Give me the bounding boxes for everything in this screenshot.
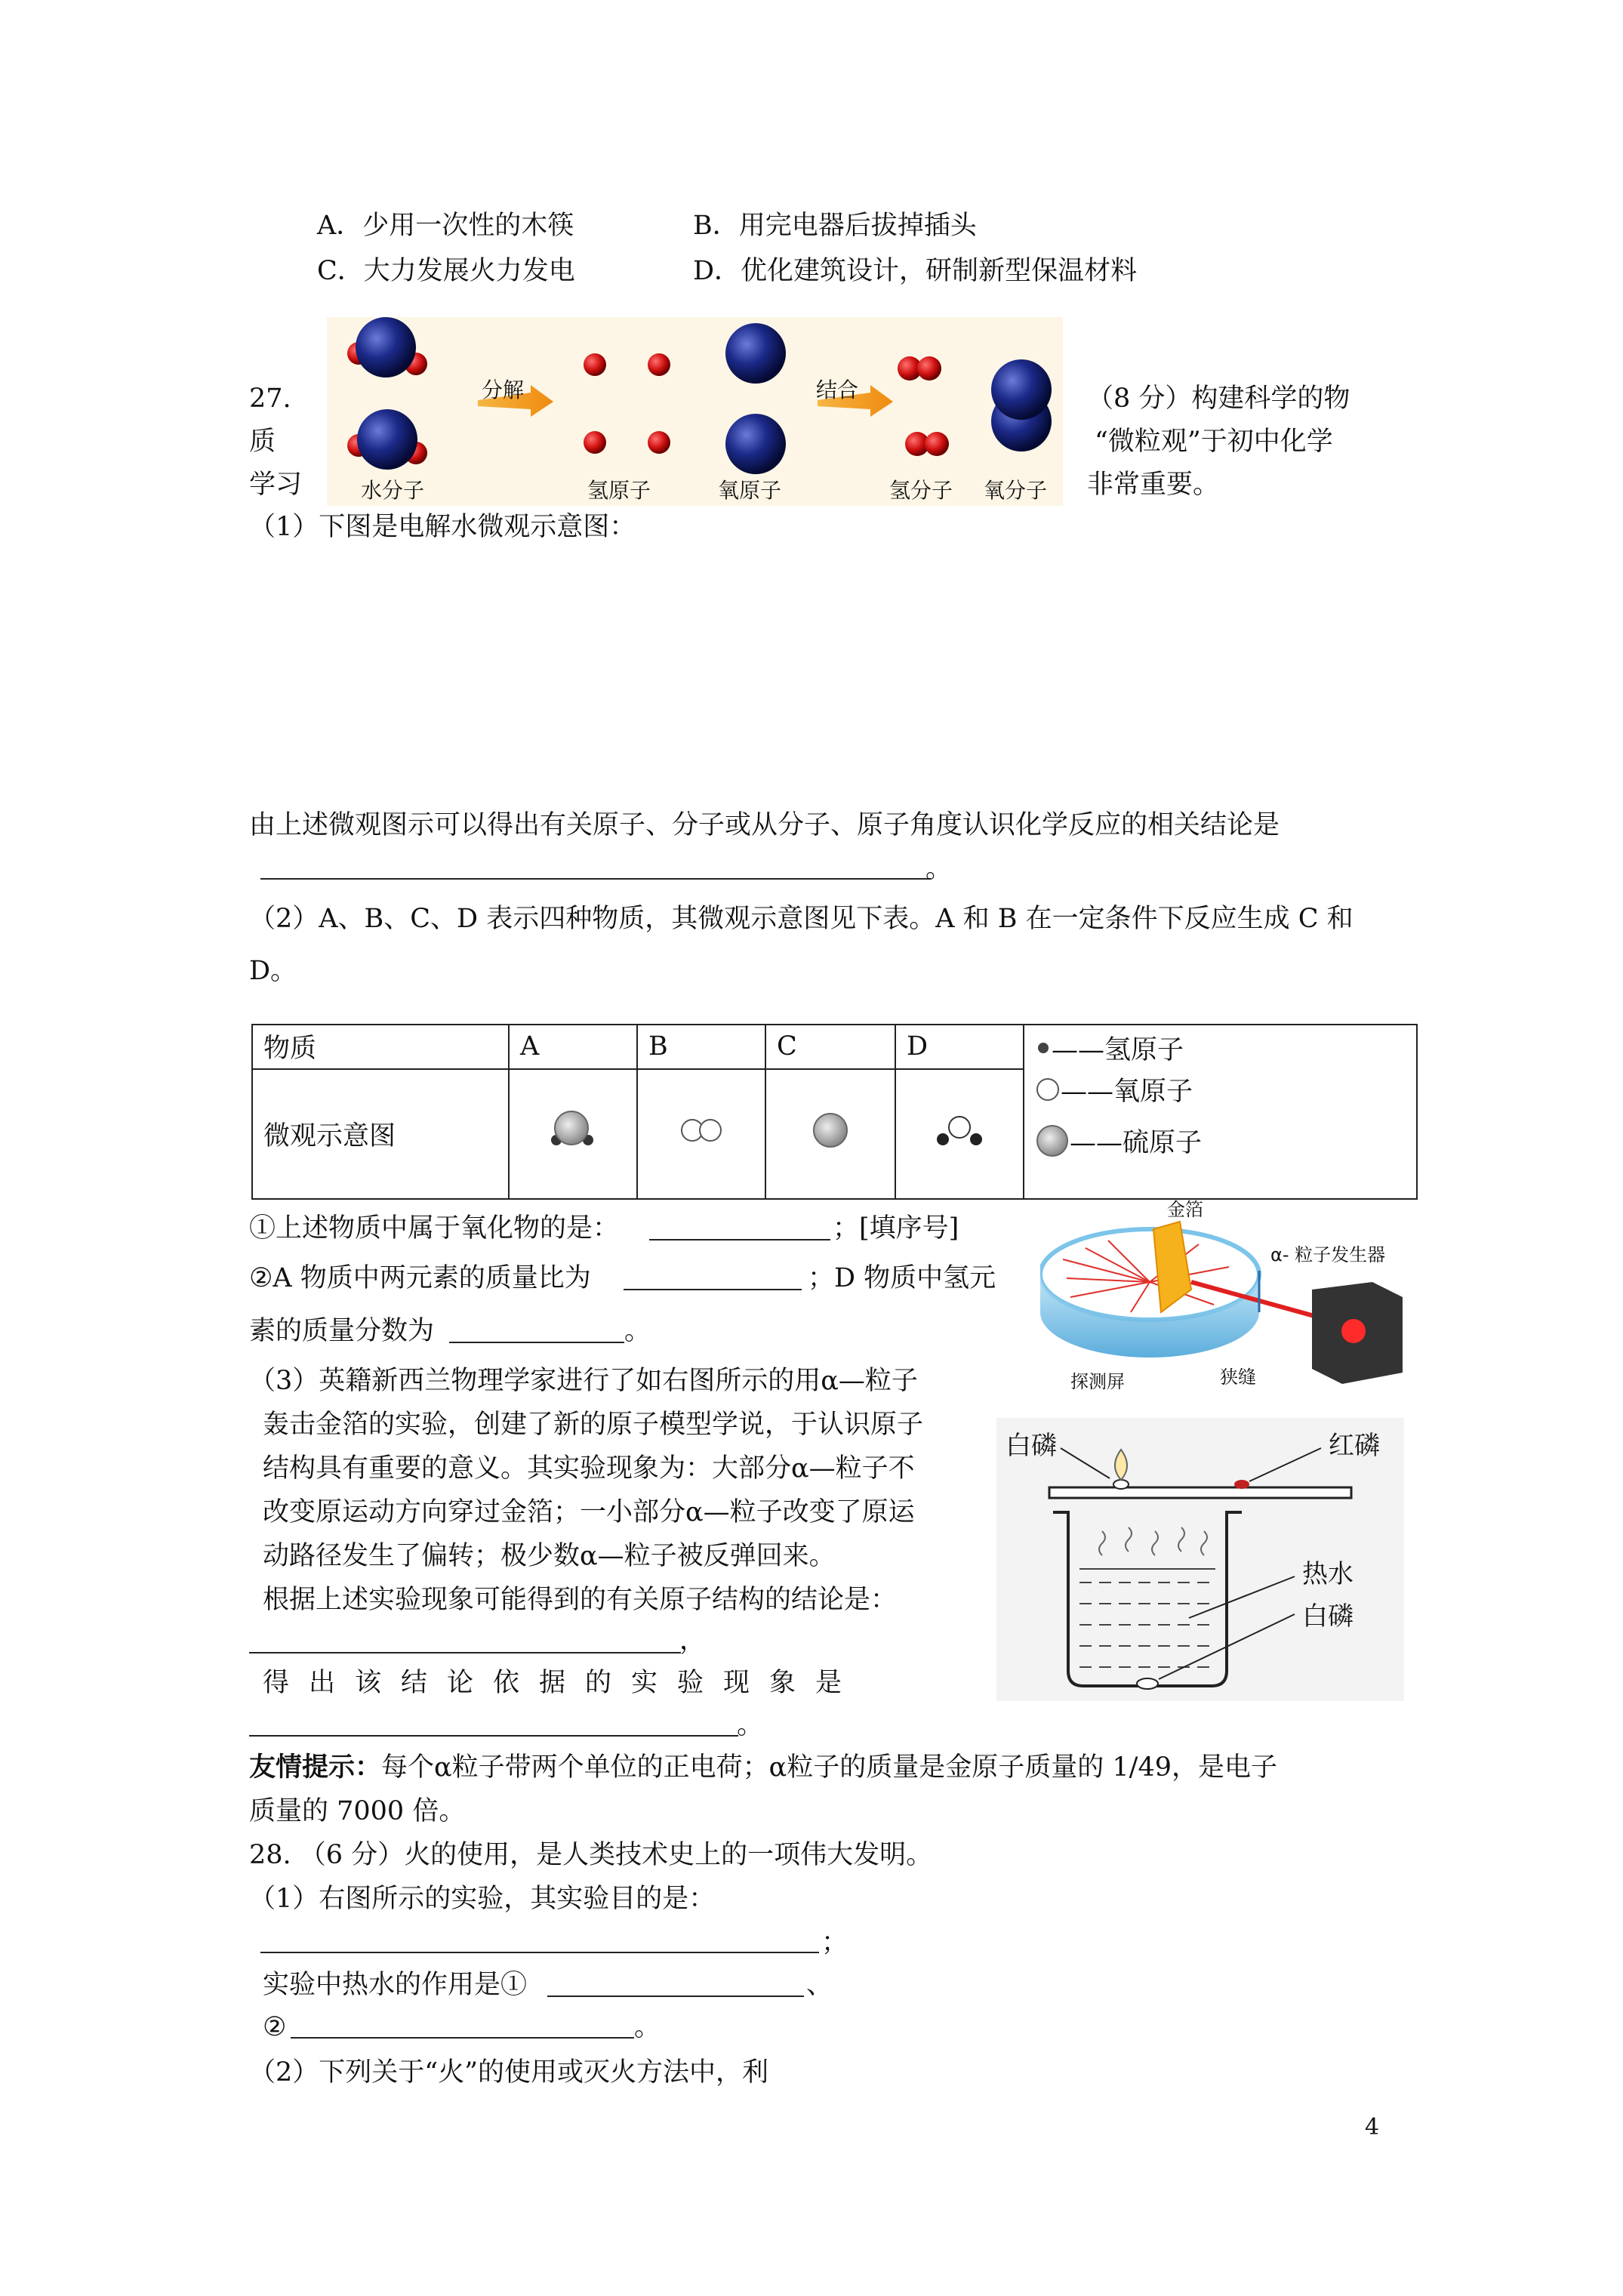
semicolon-1: ； bbox=[821, 1928, 848, 1958]
answer-blank-role-2[interactable] bbox=[291, 2037, 634, 2039]
molecule-c-icon bbox=[808, 1108, 853, 1153]
q28-heading: 28. （6 分）火的使用，是人类技术史上的一项伟大发明。 bbox=[249, 1840, 933, 1870]
q27-wrap-right-2: “微粒观”于初中化学 bbox=[1095, 427, 1333, 457]
option-c: C．大力发展火力发电 bbox=[317, 256, 575, 286]
water-molecule-1 bbox=[347, 317, 427, 378]
q27-question-i: ①上述物质中属于氧化物的是： bbox=[249, 1213, 620, 1244]
option-b: B．用完电器后拔掉插头 bbox=[693, 211, 977, 241]
q27-question-ii-b: ；D 物质中氢元 bbox=[808, 1263, 996, 1293]
answer-blank-mass-ratio[interactable] bbox=[624, 1289, 802, 1290]
hint-line1 bbox=[249, 1750, 1277, 1785]
q28-hot-water-role: 实验中热水的作用是① bbox=[263, 1970, 528, 2000]
answer-blank-phenomenon[interactable] bbox=[249, 1735, 738, 1737]
q27-part3-line4: 改变原运动方向穿过金箔；一小部分α—粒子改变了原运 bbox=[263, 1497, 915, 1527]
option-a: A．少用一次性的木筷 bbox=[317, 211, 574, 241]
molecule-a-icon bbox=[543, 1104, 603, 1157]
q27-wrap-right-3: 非常重要。 bbox=[1087, 470, 1220, 500]
molecule-b-cell bbox=[637, 1069, 765, 1199]
q27-part2-line1: （2）A、B、C、D 表示四种物质，其微观示意图见下表。A 和 B 在一定条件下反应生成 C 和 bbox=[249, 904, 1354, 934]
period-2: 。 bbox=[737, 1710, 764, 1740]
hydrogen-atom-icon bbox=[1035, 1040, 1052, 1056]
q27-question-ii-end: 。 bbox=[624, 1316, 651, 1346]
label-water-molecule: 水分子 bbox=[361, 478, 425, 503]
q27-question-i-tail: ；[填序号] bbox=[833, 1213, 959, 1244]
q27-question-ii-c: 素的质量分数为 bbox=[249, 1316, 435, 1346]
table-legend bbox=[1024, 1025, 1417, 1199]
phosphorus-figure bbox=[996, 1418, 1404, 1701]
hint-text: 每个α粒子带两个单位的正电荷；α粒子的质量是金原子质量的 1/49，是电子 bbox=[381, 1752, 1278, 1783]
period-3: 。 bbox=[634, 2012, 661, 2042]
answer-blank-role-1[interactable] bbox=[547, 1996, 804, 1997]
q27-wrap-left-1: 质 bbox=[249, 427, 276, 457]
label-gold-foil: 金箔 bbox=[1167, 1199, 1203, 1220]
label-detector-screen: 探测屏 bbox=[1070, 1371, 1125, 1392]
page-number: 4 bbox=[1365, 2114, 1380, 2140]
q27-number: 27. bbox=[249, 384, 291, 414]
label-alpha-generator: α- 粒子发生器 bbox=[1270, 1244, 1386, 1265]
q27-part3-line7: 得出该结论依据的实验现象是 bbox=[263, 1668, 862, 1698]
label-hydrogen-atom: 氢原子 bbox=[587, 478, 651, 503]
label-oxygen-molecule: 氧分子 bbox=[984, 478, 1048, 503]
molecule-d-cell bbox=[895, 1069, 1024, 1199]
label-white-phosphorus-2: 白磷 bbox=[1302, 1601, 1354, 1632]
dun-mark: 、 bbox=[806, 1970, 833, 2000]
table-header-a: A bbox=[509, 1025, 637, 1069]
q27-wrap-right-1: （8 分）构建科学的物 bbox=[1087, 384, 1350, 414]
circle-two: ② bbox=[263, 2012, 287, 2042]
legend-sulfur: ——硫原子 bbox=[1070, 1128, 1203, 1158]
molecule-table bbox=[251, 1024, 1418, 1200]
alpha-scattering-figure bbox=[1040, 1199, 1410, 1399]
q27-part3-line5: 动路径发生了偏转；极少数α—粒子被反弹回来。 bbox=[263, 1541, 836, 1571]
legend-hydrogen: ——氢原子 bbox=[1052, 1035, 1184, 1065]
label-hot-water: 热水 bbox=[1302, 1559, 1354, 1589]
answer-blank-oxide[interactable] bbox=[649, 1239, 830, 1240]
molecule-b-icon bbox=[671, 1108, 731, 1153]
molecule-d-icon bbox=[929, 1108, 990, 1153]
table-row-label: 微观示意图 bbox=[252, 1069, 509, 1199]
q27-part3-line1: （3）英籍新西兰物理学家进行了如右图所示的用α—粒子 bbox=[249, 1366, 918, 1396]
q27-part3-line2: 轰击金箔的实验，创建了新的原子模型学说，于认识原子 bbox=[263, 1410, 924, 1440]
electrolysis-diagram bbox=[327, 317, 1063, 506]
table-header-b: B bbox=[637, 1025, 765, 1069]
table-header-c: C bbox=[765, 1025, 895, 1069]
q27-question-ii-a: ②A 物质中两元素的质量比为 bbox=[249, 1263, 591, 1293]
comma-1: ， bbox=[679, 1626, 707, 1656]
molecule-c-cell bbox=[765, 1069, 895, 1199]
table-header-substance: 物质 bbox=[252, 1025, 509, 1069]
label-red-phosphorus: 红磷 bbox=[1329, 1431, 1380, 1461]
option-d: D．优化建筑设计，研制新型保温材料 bbox=[693, 256, 1138, 286]
hint-line2: 质量的 7000 倍。 bbox=[249, 1796, 466, 1826]
label-oxygen-atom: 氧原子 bbox=[718, 478, 782, 503]
arrow-label-decompose: 分解 bbox=[482, 378, 525, 402]
answer-blank-mass-fraction[interactable] bbox=[449, 1342, 624, 1343]
table-header-d: D bbox=[895, 1025, 1024, 1069]
label-hydrogen-molecule: 氢分子 bbox=[889, 478, 953, 503]
answer-blank-purpose[interactable] bbox=[260, 1952, 819, 1953]
label-white-phosphorus: 白磷 bbox=[1006, 1431, 1057, 1461]
q27-part1-conclusion: 由上述微观图示可以得出有关原子、分子或从分子、原子角度认识化学反应的相关结论是 bbox=[249, 810, 1280, 840]
q27-part3-line3: 结构具有重要的意义。其实验现象为：大部分α—粒子不 bbox=[263, 1453, 915, 1484]
arrow-label-combine: 结合 bbox=[816, 378, 859, 402]
answer-blank-1[interactable] bbox=[260, 878, 931, 880]
molecule-a-cell bbox=[509, 1069, 637, 1199]
water-molecule-2 bbox=[347, 409, 427, 470]
q28-part2: （2）下列关于“火”的使用或灭火方法中，利 bbox=[249, 2057, 769, 2088]
period-1: 。 bbox=[925, 854, 953, 884]
oxygen-atom-icon bbox=[1035, 1077, 1061, 1102]
q27-part2-line2: D。 bbox=[249, 956, 297, 986]
hint-label: 友情提示： bbox=[249, 1752, 382, 1783]
legend-oxygen: ——氧原子 bbox=[1061, 1077, 1193, 1107]
sulfur-atom-icon bbox=[1035, 1123, 1070, 1158]
q27-wrap-left-2: 学习 bbox=[249, 470, 303, 500]
q27-part1: （1）下图是电解水微观示意图： bbox=[249, 512, 636, 542]
q27-part3-line6: 根据上述实验现象可能得到的有关原子结构的结论是： bbox=[263, 1585, 898, 1615]
q28-part1: （1）右图所示的实验，其实验目的是： bbox=[249, 1884, 716, 1914]
label-slit: 狭缝 bbox=[1220, 1367, 1256, 1388]
answer-blank-atom-structure[interactable] bbox=[249, 1652, 681, 1653]
